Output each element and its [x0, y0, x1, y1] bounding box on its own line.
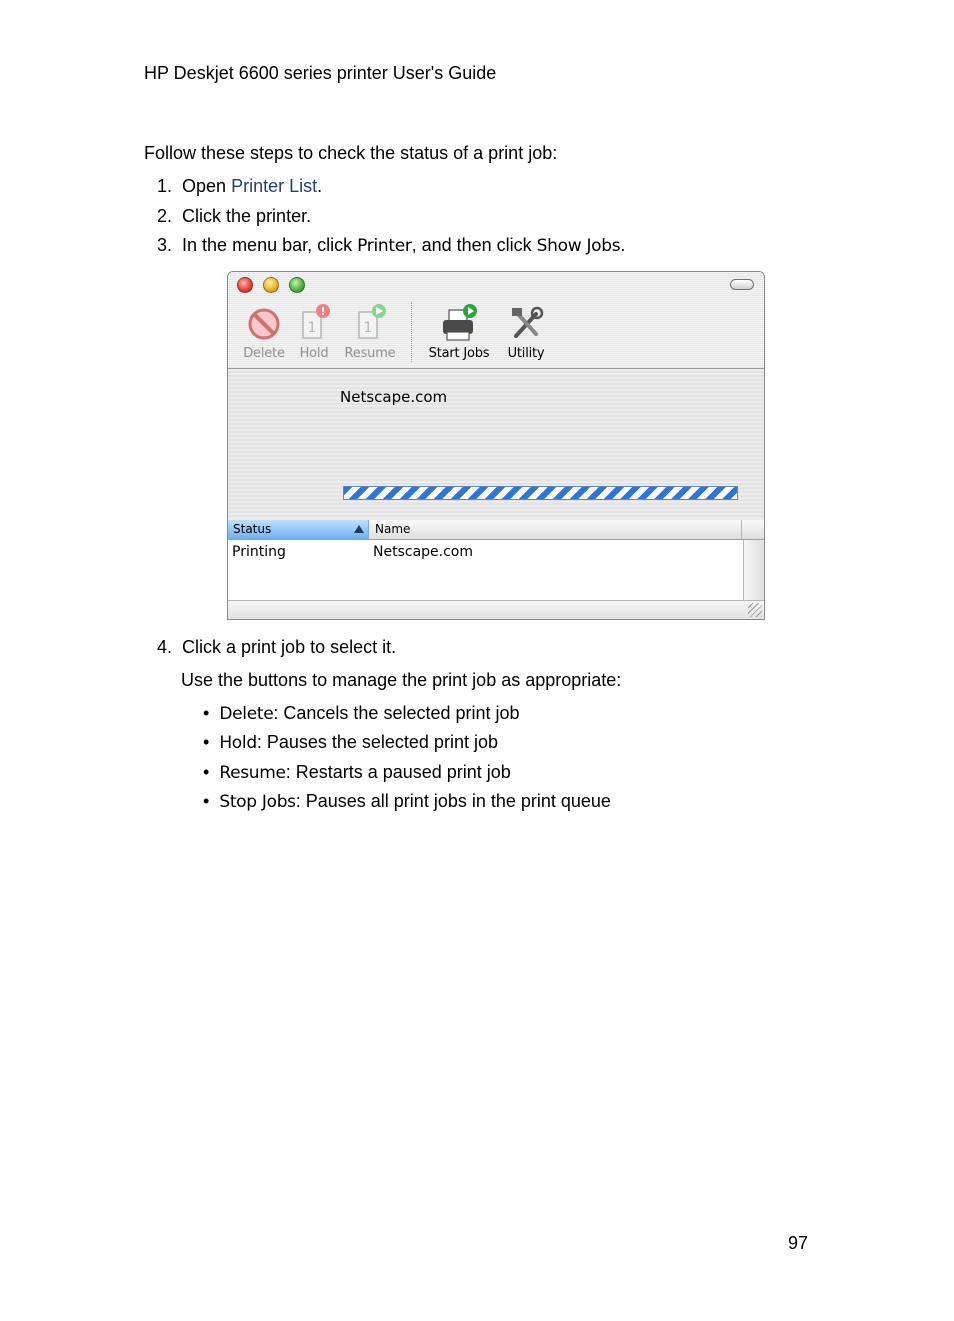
resume-button[interactable] [340, 302, 400, 362]
resize-grip-icon[interactable] [748, 603, 762, 617]
page-number: 97 [788, 1233, 809, 1253]
step-1: 1. Open Printer List. [157, 176, 323, 196]
delete-button[interactable] [238, 302, 290, 362]
step-number: 2. [157, 206, 173, 226]
step-text: Open [182, 176, 232, 196]
print-progress-bar [343, 486, 738, 500]
bullet-desc: : Pauses the selected print job [256, 732, 498, 752]
printer-start-icon [439, 302, 479, 344]
job-table [228, 520, 764, 619]
delete-icon [244, 302, 284, 344]
print-queue-window [227, 271, 765, 620]
bullet-desc: : Cancels the selected print job [273, 703, 520, 723]
delete-label: Delete [243, 346, 285, 361]
printer-list-link[interactable]: Printer List [231, 176, 318, 196]
toolbar-separator [411, 302, 412, 362]
svg-text:!: ! [320, 305, 326, 318]
toolbar-toggle-icon[interactable] [730, 279, 754, 290]
table-header [228, 520, 764, 540]
bullet-term: Delete [219, 704, 274, 724]
bullet-desc: : Pauses all print jobs in the print queue [295, 791, 611, 811]
svg-text:1: 1 [363, 320, 373, 336]
bullet-desc: : Restarts a paused print job [285, 762, 511, 782]
column-header-status[interactable]: Status [228, 520, 369, 539]
utility-button[interactable] [500, 302, 552, 362]
bullet-item: • Stop Jobs: Pauses all print jobs in the print queue [203, 791, 611, 812]
document-header: HP Deskjet 6600 series printer User's Guide [144, 63, 497, 83]
bullet-item: • Hold: Pauses the selected print job [203, 732, 498, 753]
show-jobs-term: Show Jobs [536, 236, 621, 256]
hold-icon [294, 302, 334, 344]
bullet-term: Resume [219, 763, 286, 783]
bullet-item: • Resume: Restarts a paused print job [203, 762, 511, 783]
close-window-icon[interactable] [237, 277, 253, 293]
start-jobs-button[interactable] [424, 302, 494, 362]
minimize-window-icon[interactable] [263, 277, 279, 293]
hold-label: Hold [299, 346, 329, 361]
step-4 [157, 636, 396, 658]
column-header-name[interactable]: Name [370, 520, 742, 539]
zoom-window-icon[interactable] [289, 277, 305, 293]
step-text: Click the printer. [182, 206, 312, 226]
intro-paragraph: Follow these steps to check the status of a print job: [144, 143, 558, 163]
step-number: 4. [157, 637, 173, 657]
resume-label: Resume [344, 346, 396, 361]
window-toolbar [228, 298, 764, 369]
resume-icon [350, 302, 390, 344]
utility-label: Utility [507, 346, 545, 361]
step-number: 3. [157, 235, 173, 255]
buttons-intro: Use the buttons to manage the print job as appropriate: [181, 670, 622, 690]
window-titlebar [228, 272, 764, 298]
job-name-cell: Netscape.com [373, 544, 473, 560]
vertical-scrollbar[interactable] [743, 540, 764, 600]
step-text: Click a print job to select it. [182, 637, 397, 657]
bullet-item: • Delete: Cancels the selected print job [203, 703, 520, 724]
hold-button[interactable] [292, 302, 336, 362]
svg-text:1: 1 [307, 320, 317, 336]
table-row[interactable] [228, 540, 742, 564]
step-2 [157, 205, 311, 227]
step-3: 3. In the menu bar, click Printer, and then click Show Jobs. [157, 235, 626, 256]
sort-ascending-icon [354, 525, 364, 533]
bullet-term: Stop Jobs [219, 792, 296, 812]
step-number: 1. [157, 176, 173, 196]
utility-icon [506, 302, 546, 344]
window-bottom-bar [228, 600, 764, 619]
current-job-name: Netscape.com [340, 388, 448, 406]
job-status-cell: Printing [232, 544, 286, 560]
start-jobs-label: Start Jobs [428, 346, 490, 361]
printer-menu-term: Printer [357, 236, 412, 256]
bullet-term: Hold [219, 733, 257, 753]
current-job-panel [228, 369, 764, 519]
